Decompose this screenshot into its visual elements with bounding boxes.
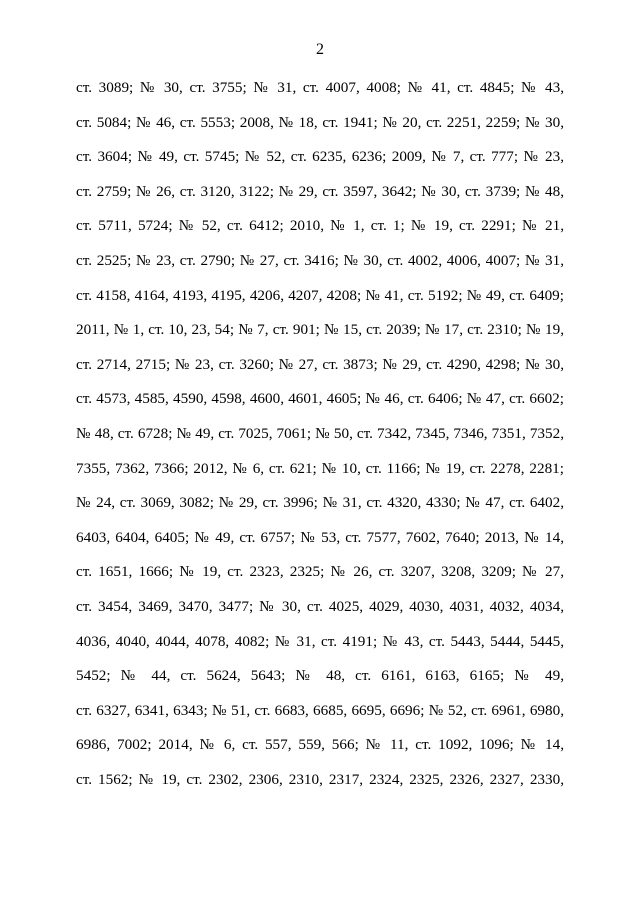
text-line: ст. 3604; № 49, ст. 5745; № 52, ст. 6235, 6236; 2009, № 7, ст. 777; № 23,	[76, 148, 564, 166]
text-line: ст. 1562; № 19, ст. 2302, 2306, 2310, 2317, 2324, 2325, 2326, 2327, 2330,	[76, 770, 564, 788]
text-line: № 48, ст. 6728; № 49, ст. 7025, 7061; № 50, ст. 7342, 7345, 7346, 7351, 7352,	[76, 424, 564, 442]
text-line: ст. 1651, 1666; № 19, ст. 2323, 2325; № 26, ст. 3207, 3208, 3209; № 27,	[76, 563, 564, 581]
text-line: ст. 2759; № 26, ст. 3120, 3122; № 29, ст. 3597, 3642; № 30, ст. 3739; № 48,	[76, 182, 564, 200]
text-line: ст. 5711, 5724; № 52, ст. 6412; 2010, № 1, ст. 1; № 19, ст. 2291; № 21,	[76, 217, 564, 235]
text-line: 6403, 6404, 6405; № 49, ст. 6757; № 53, ст. 7577, 7602, 7640; 2013, № 14,	[76, 528, 564, 546]
text-line: № 24, ст. 3069, 3082; № 29, ст. 3996; № 31, ст. 4320, 4330; № 47, ст. 6402,	[76, 494, 564, 512]
text-line: 2011, № 1, ст. 10, 23, 54; № 7, ст. 901; № 15, ст. 2039; № 17, ст. 2310; № 19,	[76, 321, 564, 339]
text-line: ст. 3089; № 30, ст. 3755; № 31, ст. 4007, 4008; № 41, ст. 4845; № 43,	[76, 79, 564, 96]
text-line: ст. 2525; № 23, ст. 2790; № 27, ст. 3416; № 30, ст. 4002, 4006, 4007; № 31,	[76, 251, 564, 269]
text-line: 6986, 7002; 2014, № 6, ст. 557, 559, 566; № 11, ст. 1092, 1096; № 14,	[76, 736, 564, 754]
text-line: 5452; № 44, ст. 5624, 5643; № 48, ст. 6161, 6163, 6165; № 49,	[76, 667, 564, 685]
text-line: 4036, 4040, 4044, 4078, 4082; № 31, ст. 4191; № 43, ст. 5443, 5444, 5445,	[76, 632, 564, 650]
page-number: 2	[316, 41, 324, 58]
text-line: ст. 5084; № 46, ст. 5553; 2008, № 18, ст. 1941; № 20, ст. 2251, 2259; № 30,	[76, 113, 564, 131]
text-line: 7355, 7362, 7366; 2012, № 6, ст. 621; № 10, ст. 1166; № 19, ст. 2278, 2281;	[76, 459, 564, 477]
text-line: ст. 4158, 4164, 4193, 4195, 4206, 4207, 4208; № 41, ст. 5192; № 49, ст. 6409;	[76, 286, 564, 304]
text-line: ст. 2714, 2715; № 23, ст. 3260; № 27, ст. 3873; № 29, ст. 4290, 4298; № 30,	[76, 355, 564, 373]
document-body	[76, 78, 564, 804]
text-line: ст. 3454, 3469, 3470, 3477; № 30, ст. 4025, 4029, 4030, 4031, 4032, 4034,	[76, 597, 564, 615]
text-line: ст. 4573, 4585, 4590, 4598, 4600, 4601, 4605; № 46, ст. 6406; № 47, ст. 6602;	[76, 390, 564, 408]
text-line: ст. 6327, 6341, 6343; № 51, ст. 6683, 6685, 6695, 6696; № 52, ст. 6961, 6980,	[76, 701, 564, 719]
